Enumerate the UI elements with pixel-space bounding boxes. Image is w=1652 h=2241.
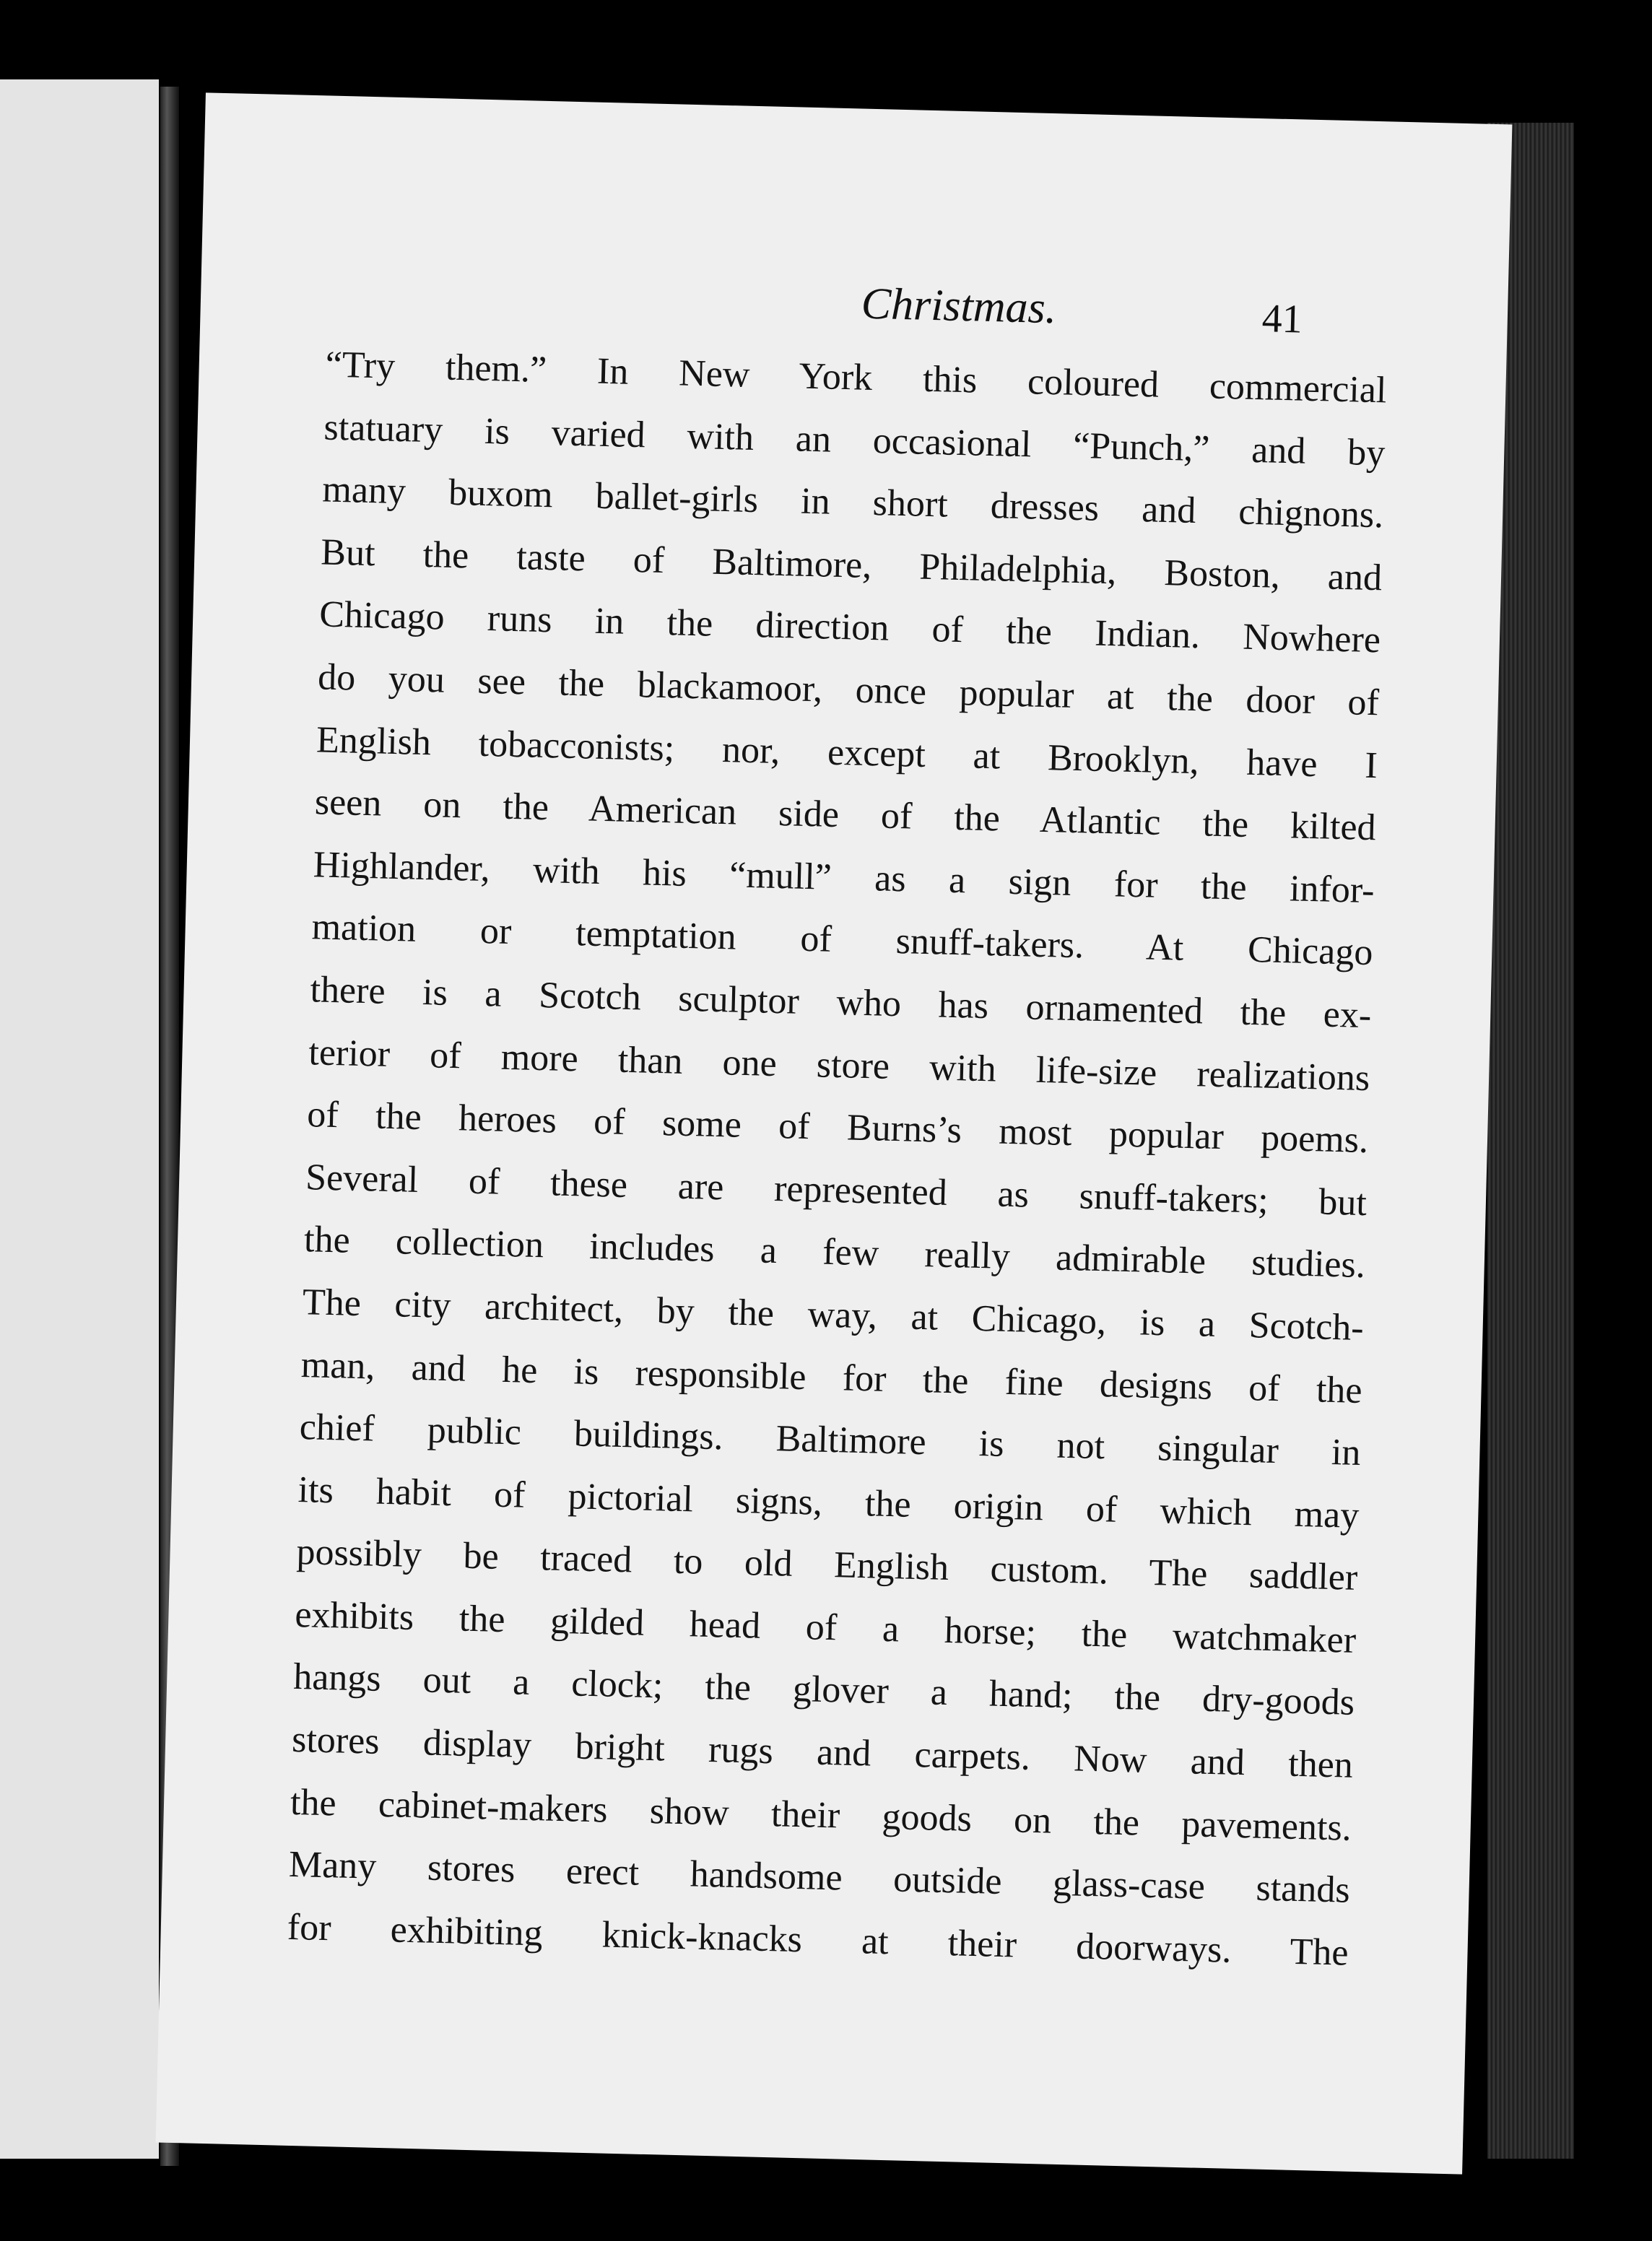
text-line: “Try them.” In New York this coloured commercial (325, 344, 1388, 412)
text-line: for exhibiting knick-knacks at their doorways. The (287, 1906, 1349, 1974)
text-line: possibly be traced to old English custom. The saddler (295, 1531, 1358, 1599)
text-line: of the heroes of some of Burns’s most popular poems. (306, 1094, 1369, 1162)
text-line: its habit of pictorial signs, the origin of which may (297, 1468, 1360, 1536)
text-line: hangs out a clock; the glover a hand; the dry-goods (292, 1656, 1355, 1724)
text-line: But the taste of Baltimore, Philadelphia, Boston, and (320, 531, 1383, 599)
text-line: there is a Scotch sculptor who has ornamented the ex- (309, 969, 1372, 1037)
text-line: seen on the American side of the Atlantic the kilted (314, 781, 1377, 849)
text-line: Several of these are represented as snuff-takers; but (305, 1156, 1368, 1224)
text-line: Chicago runs in the direction of the Indian. Nowhere (318, 593, 1381, 661)
text-line: exhibits the gilded head of a horse; the watchmaker (294, 1593, 1357, 1661)
text-line: Highlander, with his “mull” as a sign for the infor- (313, 844, 1375, 911)
text-line: The city architect, by the way, at Chicago, is a Scotch- (302, 1281, 1365, 1349)
running-head: Christmas. (861, 279, 1058, 334)
text-line: man, and he is responsible for the fine designs of the (300, 1344, 1363, 1411)
text-line: stores display bright rugs and carpets. Now and then (291, 1718, 1354, 1786)
text-line: chief public buildings. Baltimore is not singular in (299, 1406, 1362, 1474)
book-page (156, 92, 1513, 2174)
text-line: the cabinet-makers show their goods on the pavements. (290, 1781, 1352, 1849)
text-line: statuary is varied with an occasional “Punch,” and by (323, 406, 1386, 474)
text-line: do you see the blackamoor, once popular at the door of (317, 656, 1380, 724)
page-number: 41 (1261, 296, 1303, 342)
text-line: the collection includes a few really admirable studies. (303, 1219, 1366, 1287)
text-line: many buxom ballet-girls in short dresses and chignons. (321, 469, 1384, 536)
text-line: mation or temptation of snuff-takers. At Chicago (311, 906, 1374, 974)
body-text (287, 334, 1388, 1985)
text-line: terior of more than one store with life-size realizations (308, 1031, 1370, 1099)
text-line: English tobacconists; nor, except at Brooklyn, have I (316, 718, 1378, 786)
facing-page-edge (0, 79, 159, 2159)
text-line: Many stores erect handsome outside glass-case stands (288, 1844, 1351, 1912)
